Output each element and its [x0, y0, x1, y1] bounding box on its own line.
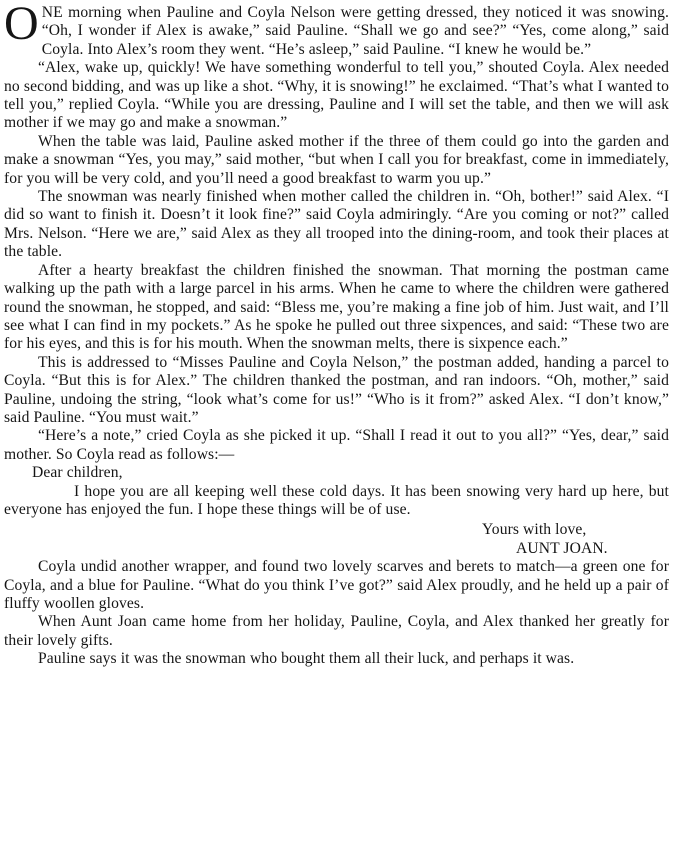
story-paragraph: Pauline says it was the snowman who bought them all their luck, and perhaps it was.: [38, 650, 575, 668]
letter-closing: Yours with love,: [482, 521, 587, 539]
story-paragraph: This is addressed to “Misses Pauline and Coyla Nelson,” the postman added, handing a parcel to Coyla. “But this is for Alex.” The children thanked the postman, and ran indoors. “Oh, mother,” said Pauline, undoing the string, “look what’s come for us!” “Who is it from?” asked Alex. “I don’t know,” said Pauline. “You must wait.”: [4, 353, 669, 426]
story-paragraph: When the table was laid, Pauline asked mother if the three of them could go into the garden and make a snowman “Yes, you may,” said mother, “but when I call you for breakfast, come in immediately, for you will be very cold, and you’ll need a good breakfast to warm you up.”: [4, 132, 669, 187]
story-paragraph: “Here’s a note,” cried Coyla as she picked it up. “Shall I read it out to you all?” “Yes, dear,” said mother. So Coyla read as follows:—: [4, 427, 669, 463]
story-paragraph: When Aunt Joan came home from her holiday, Pauline, Coyla, and Alex thanked her greatly for their lovely gifts.: [4, 613, 669, 649]
story-paragraph: “Alex, wake up, quickly! We have something wonderful to tell you,” shouted Coyla. Alex needed no second bidding, and was up like a shot. “Why, it is snowing!” he exclaimed. “That’s what I wanted to tell you,” replied Coyla. “While you are dressing, Pauline and I will set the table, and then we will ask mother if we may go and make a snowman.”: [4, 59, 669, 132]
opening-text: NE morning when Pauline and Coyla Nelson were getting dressed, they noticed it was snowing. “Oh, I wonder if Alex is awake,” said Pauline. “Shall we go and see?” “Yes, come along,” said Coyla. Into Alex’s room they went. “He’s asleep,” said Pauline. “I knew he would be.”: [41, 4, 669, 58]
story-paragraph: The snowman was nearly finished when mother called the children in. “Oh, bother!” said Alex. “I did so want to finish it. Doesn’t it look fine?” said Coyla admiringly. “Are you coming or not?” called Mrs. Nelson. “Here we are,” said Alex as they all trooped into the dining-room, and took their places at the table.: [4, 188, 669, 261]
letter-body: I hope you are all keeping well these cold days. It has been snowing very hard up here, but everyone has enjoyed the fun. I hope these things will be of use.: [4, 482, 669, 518]
story-paragraph: Coyla undid another wrapper, and found two lovely scarves and berets to match—a green one for Coyla, and a blue for Pauline. “What do you think I’ve got?” said Alex proudly, and he held up a pair of fluffy woollen gloves.: [4, 558, 669, 612]
letter-salutation: Dear children,: [32, 464, 123, 482]
story-paragraph: After a hearty breakfast the children finished the snowman. That morning the postman came walking up the path with a large parcel in his arms. When he came to where the children were gathered round the snowman, he stopped, and said: “Bless me, you’re making a fine job of him. Just wait, and I’ll see what I can find in my pockets.” As he spoke he pulled out three sixpences, and said: “These two are for his eyes, and this is for his mouth. When the snowman melts, there is sixpence each.”: [4, 261, 669, 353]
drop-cap: O: [4, 0, 39, 50]
story-page: [4, 0, 669, 852]
story-paragraph-opening: [4, 0, 669, 59]
letter-signer: AUNT JOAN.: [516, 539, 608, 557]
